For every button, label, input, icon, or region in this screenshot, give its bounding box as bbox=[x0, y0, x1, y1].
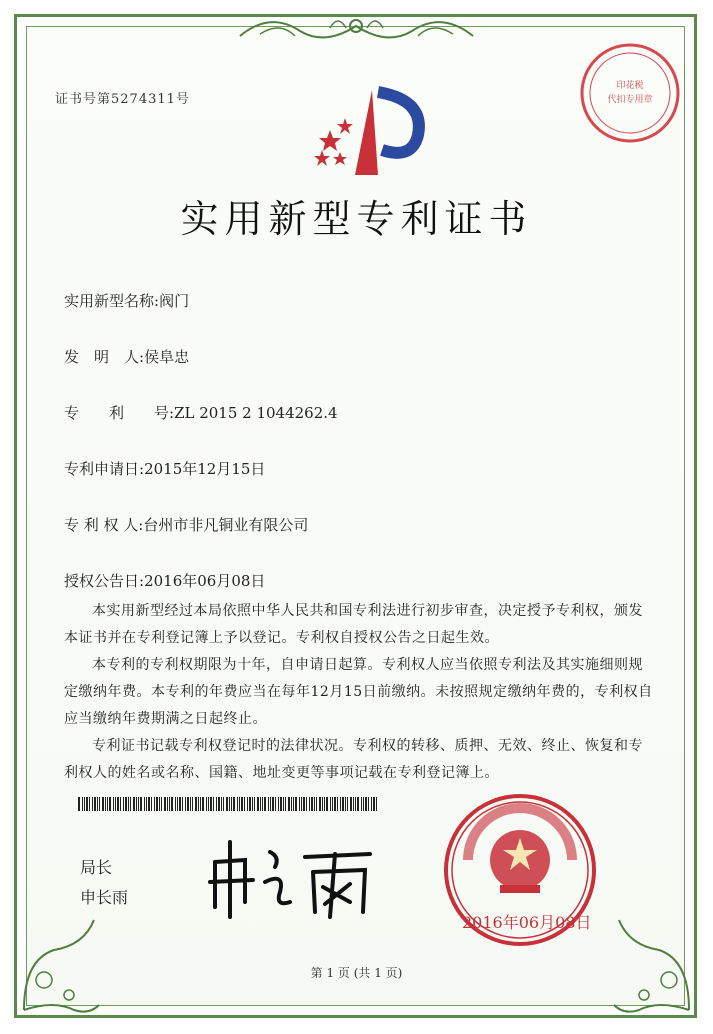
seal-date: 2016年06月08日 bbox=[462, 913, 592, 932]
barcode bbox=[78, 797, 378, 811]
field-value: 2016年06月08日 bbox=[144, 572, 266, 590]
paragraph-3: 专利证书记载专利权登记时的法律状况。专利权的转移、质押、无效、终止、恢复和专利权人的姓名或名称、国籍、地址变更等事项记载在专利登记簿上。 bbox=[64, 738, 643, 781]
svg-text:印花税: 印花税 bbox=[616, 81, 644, 91]
field-row-name bbox=[64, 290, 189, 311]
certificate-title: 实用新型专利证书 bbox=[180, 197, 533, 241]
field-row-patent-number bbox=[64, 402, 338, 423]
top-ornament bbox=[230, 6, 483, 50]
svg-text:代扣专用章: 代扣专用章 bbox=[607, 95, 653, 105]
field-row-patentee bbox=[64, 514, 308, 535]
director-signature bbox=[205, 832, 375, 922]
field-value: ZL 2015 2 1044262.4 bbox=[174, 404, 338, 422]
field-value: 阀门 bbox=[159, 292, 190, 310]
director-name: 申长雨 bbox=[80, 888, 129, 907]
field-label: 专利申请日: bbox=[64, 460, 145, 478]
tax-stamp-icon bbox=[575, 38, 685, 148]
field-label: 专 利 权 人: bbox=[64, 516, 144, 534]
cnipa-logo-icon bbox=[300, 80, 430, 180]
field-label: 专 利 号: bbox=[64, 404, 175, 422]
field-value: 2015年12月15日 bbox=[144, 460, 266, 478]
bottom-right-ornament bbox=[609, 900, 699, 1018]
field-label: 授权公告日: bbox=[64, 572, 145, 590]
paragraph-2: 本专利的专利权期限为十年，自申请日起算。专利权人应当依照专利法及其实施细则规定缴纳年费。本专利的年费应当在每年12月15日前缴纳。未按照规定缴纳年费的，专利权自应当缴纳年费期满之日起终止。 bbox=[64, 657, 653, 727]
field-value: 侯阜忠 bbox=[144, 348, 190, 366]
certificate-number: 证书号第5274311号 bbox=[55, 92, 190, 107]
page-footer: 第 1 页 (共 1 页) bbox=[310, 966, 403, 980]
field-row-grant-date bbox=[64, 570, 265, 591]
bottom-left-ornament bbox=[14, 900, 104, 1018]
field-label: 发 明 人: bbox=[64, 348, 145, 366]
field-label: 实用新型名称: bbox=[64, 292, 160, 310]
field-row-filing-date bbox=[64, 458, 265, 479]
paragraph-1: 本实用新型经过本局依照中华人民共和国专利法进行初步审查，决定授予专利权，颁发本证书并在专利登记簿上予以登记。专利权自授权公告之日起生效。 bbox=[64, 603, 643, 646]
director-title: 局长 bbox=[80, 858, 113, 877]
field-row-inventor bbox=[64, 346, 189, 367]
field-value: 台州市非凡铜业有限公司 bbox=[143, 516, 309, 534]
